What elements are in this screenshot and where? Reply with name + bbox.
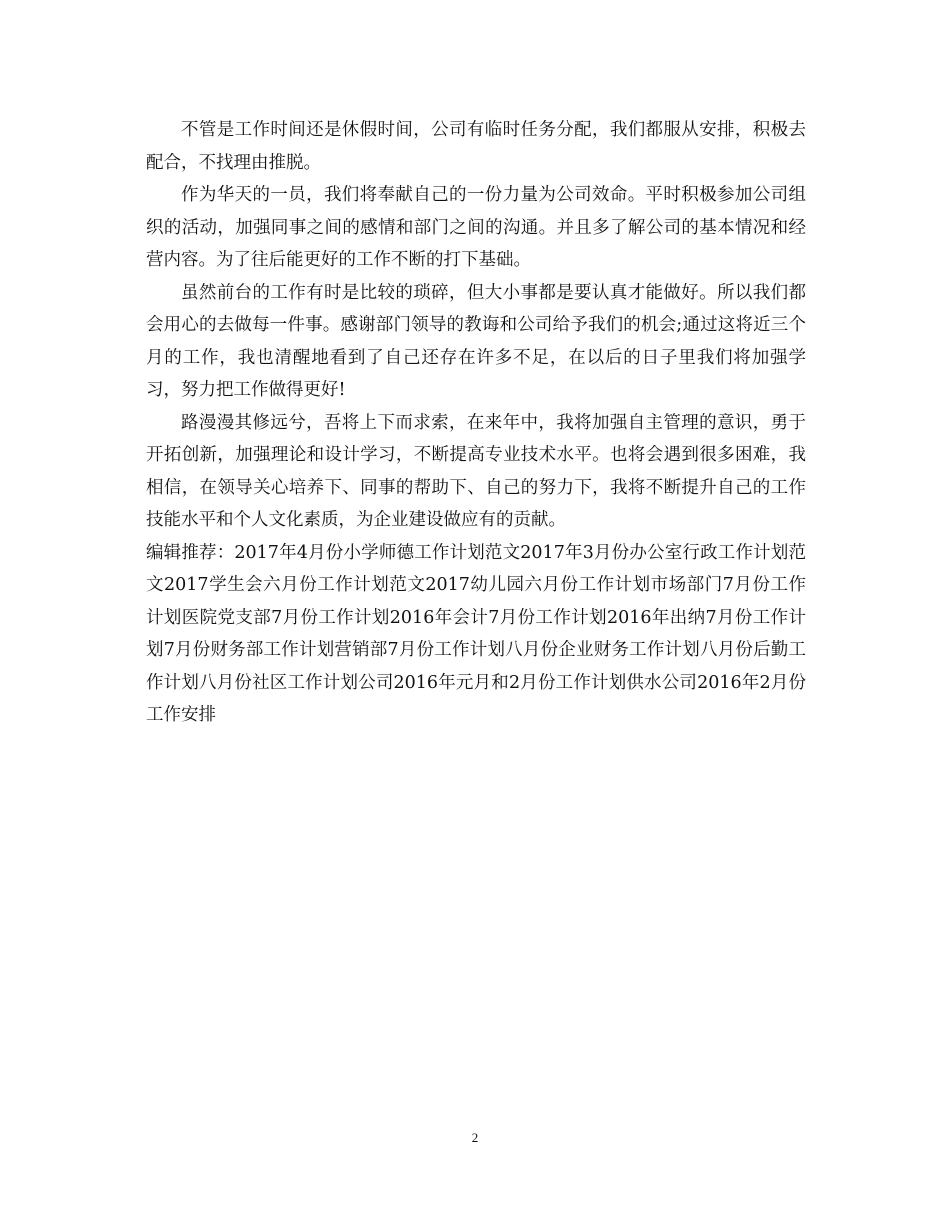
page-number: 2 [471, 1130, 479, 1145]
document-body [146, 114, 806, 732]
paragraph-4: 路漫漫其修远兮，吾将上下而求索，在来年中，我将加强自主管理的意识，勇于开拓创新，加强理论和设计学习，不断提高专业技术水平。也将会遇到很多困难，我相信，在领导关心培养下、同事的帮助下、自己的努力下，我将不断提升自己的工作技能水平和个人文化素质，为企业建设做应有的贡献。 [146, 412, 806, 530]
paragraph-3: 虽然前台的工作有时是比较的琐碎，但大小事都是要认真才能做好。所以我们都会用心的去做每一件事。感谢部门领导的教诲和公司给予我们的机会;通过这将近三个月的工作，我也清醒地看到了自己还存在许多不足，在以后的日子里我们将加强学习，努力把工作做得更好! [146, 282, 806, 400]
paragraph-1: 不管是工作时间还是休假时间，公司有临时任务分配，我们都服从安排，积极去配合，不找理由推脱。 [146, 120, 806, 173]
paragraph-2: 作为华天的一员，我们将奉献自己的一份力量为公司效命。平时积极参加公司组织的活动，加强同事之间的感情和部门之间的沟通。并且多了解公司的基本情况和经营内容。为了往后能更好的工作不断的打下基础。 [146, 185, 806, 270]
recommend-paragraph: 编辑推荐：2017年4月份小学师德工作计划范文2017年3月份办公室行政工作计划范文2017学生会六月份工作计划范文2017幼儿园六月份工作计划市场部门7月份工作计划医院党支部7月份工作计划2016年会计7月份工作计划2016年出纳7月份工作计划7月份财务部工作计划营销部7月份工作计划八月份企业财务工作计划八月份后勤工作计划八月份社区工作计划公司2016年元月和2月份工作计划供水公司2016年2月份工作安排 [146, 542, 806, 725]
